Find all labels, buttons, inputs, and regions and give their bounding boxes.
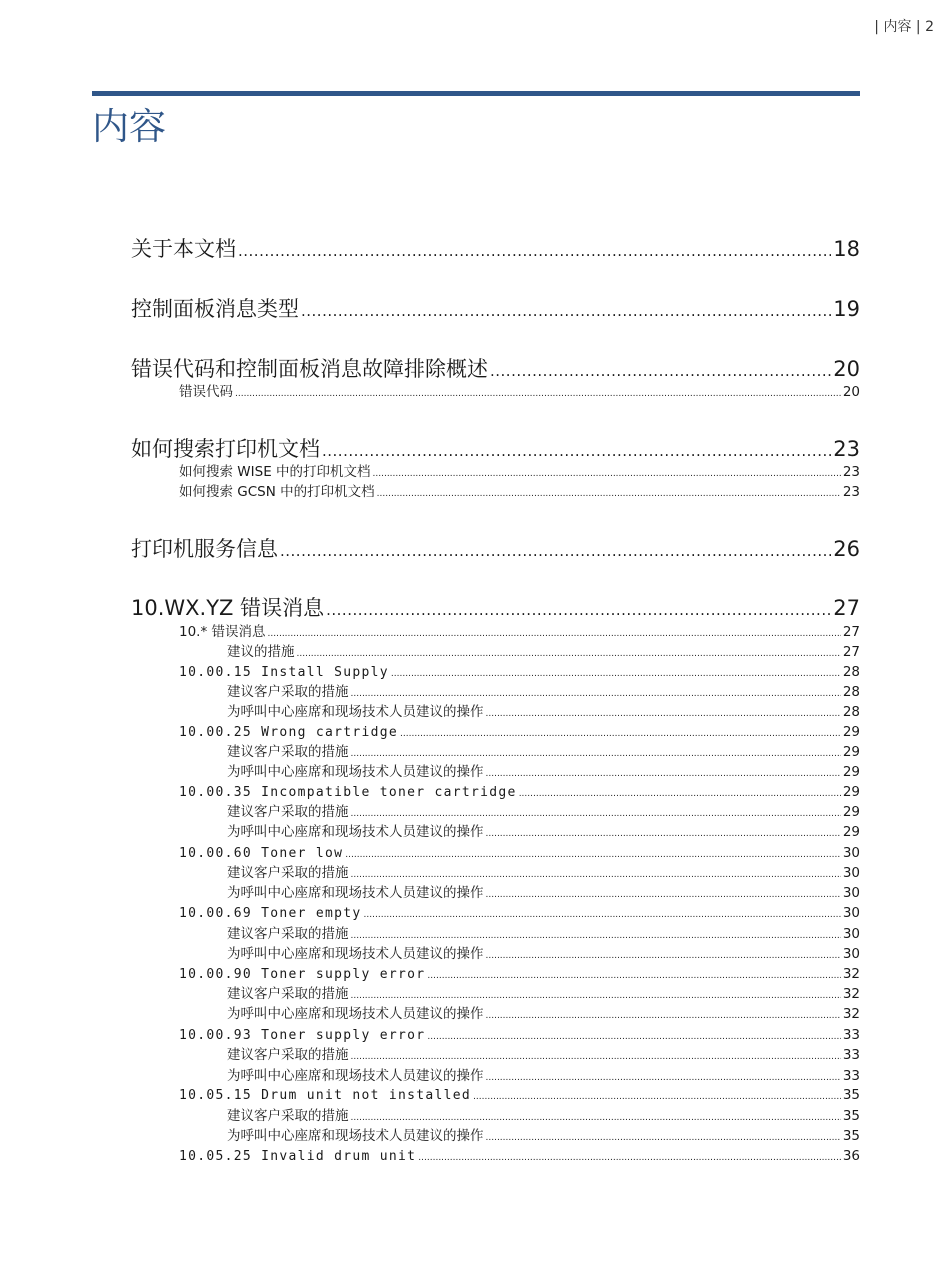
toc-entry-page: 30: [842, 946, 860, 962]
toc-leader-dots: [486, 704, 841, 724]
toc-entry-title: 关于本文档: [131, 237, 236, 261]
toc-entry[interactable]: [179, 1025, 860, 1045]
toc-entry-title: 为呼叫中心座席和现场技术人员建议的操作: [227, 764, 484, 780]
toc-leader-dots: [427, 1027, 840, 1047]
toc-leader-dots: [486, 1006, 841, 1026]
toc-leader-dots: [473, 1087, 841, 1107]
toc-entry-page: 33: [842, 1047, 860, 1063]
toc-entry-title: 建议的措施: [227, 644, 295, 660]
toc-entry-page: 30: [842, 905, 860, 921]
toc-entry-page: 27: [842, 624, 860, 640]
page-title: 内容: [92, 105, 166, 148]
toc-entry-title: 为呼叫中心座席和现场技术人员建议的操作: [227, 885, 484, 901]
running-header: | 内容 | 2: [874, 19, 934, 35]
toc-entry-page: 29: [842, 764, 860, 780]
toc-entry-page: 27: [833, 596, 860, 620]
toc-entry-page: 32: [842, 1006, 860, 1022]
toc-entry[interactable]: [227, 822, 860, 842]
toc-entry[interactable]: [131, 435, 860, 463]
toc-entry-page: 28: [842, 684, 860, 700]
toc-entry-title: 为呼叫中心座席和现场技术人员建议的操作: [227, 1128, 484, 1144]
toc-entry-page: 29: [842, 784, 860, 800]
toc-entry-title: 如何搜索 GCSN 中的打印机文档: [179, 484, 375, 500]
toc-entry-title: 建议客户采取的措施: [227, 1047, 349, 1063]
toc-entry[interactable]: [179, 382, 860, 402]
toc-entry-title: 10.00.69 Toner empty: [179, 906, 362, 921]
toc-entry-title: 10.05.15 Drum unit not installed: [179, 1088, 472, 1103]
toc-entry-page: 30: [842, 885, 860, 901]
toc-entry[interactable]: [131, 594, 860, 622]
toc-entry[interactable]: [227, 642, 860, 662]
toc-entry-title: 打印机服务信息: [131, 537, 278, 561]
toc-leader-dots: [391, 664, 841, 684]
toc-entry[interactable]: [131, 535, 860, 563]
toc-entry-page: 27: [842, 644, 860, 660]
toc-entry-page: 30: [842, 845, 860, 861]
toc-entry-page: 28: [842, 664, 860, 680]
toc-entry-page: 23: [842, 484, 860, 500]
toc-leader-dots: [351, 865, 841, 885]
toc-entry[interactable]: [179, 964, 860, 984]
toc-entry-page: 33: [842, 1027, 860, 1043]
toc-entry-page: 20: [833, 357, 860, 381]
toc-leader-dots: [351, 1047, 841, 1067]
toc-entry-page: 35: [842, 1128, 860, 1144]
toc-entry-title: 建议客户采取的措施: [227, 865, 349, 881]
toc-entry-page: 29: [842, 744, 860, 760]
toc-entry[interactable]: [179, 782, 860, 802]
toc-leader-dots: [486, 764, 841, 784]
toc-entry[interactable]: [227, 802, 860, 822]
toc-entry-title: 10.00.60 Toner low: [179, 846, 344, 861]
toc-entry-title: 为呼叫中心座席和现场技术人员建议的操作: [227, 704, 484, 720]
toc-entry[interactable]: [179, 1085, 860, 1105]
toc-entry-page: 30: [842, 865, 860, 881]
toc-entry-title: 10.00.93 Toner supply error: [179, 1028, 426, 1043]
toc-leader-dots: [519, 784, 841, 804]
toc-entry[interactable]: [227, 762, 860, 782]
toc-entry-title: 建议客户采取的措施: [227, 1108, 349, 1124]
toc-leader-dots: [297, 644, 841, 664]
toc-entry-page: 29: [842, 824, 860, 840]
toc-entry[interactable]: [227, 1126, 860, 1146]
toc-entry-title: 为呼叫中心座席和现场技术人员建议的操作: [227, 1068, 484, 1084]
toc-leader-dots: [238, 237, 831, 265]
toc-leader-dots: [351, 684, 841, 704]
toc-entry-page: 29: [842, 804, 860, 820]
toc-entry-page: 32: [842, 986, 860, 1002]
toc-entry-title: 建议客户采取的措施: [227, 986, 349, 1002]
toc-leader-dots: [486, 885, 841, 905]
toc-entry-title: 10.00.35 Incompatible toner cartridge: [179, 785, 517, 800]
toc-entry[interactable]: [179, 482, 860, 502]
toc-leader-dots: [486, 824, 841, 844]
toc-entry-title: 为呼叫中心座席和现场技术人员建议的操作: [227, 946, 484, 962]
toc-leader-dots: [351, 986, 841, 1006]
toc-leader-dots: [427, 966, 840, 986]
toc-entry[interactable]: [179, 1146, 860, 1166]
toc-entry-title: 为呼叫中心座席和现场技术人员建议的操作: [227, 824, 484, 840]
toc-entry[interactable]: [179, 462, 860, 482]
toc-leader-dots: [351, 804, 841, 824]
toc-entry[interactable]: [227, 924, 860, 944]
toc-entry[interactable]: [227, 944, 860, 964]
toc-entry[interactable]: [227, 984, 860, 1004]
toc-entry[interactable]: [227, 863, 860, 883]
toc-entry-title: 建议客户采取的措施: [227, 926, 349, 942]
toc-entry-title: 建议客户采取的措施: [227, 684, 349, 700]
toc-entry-page: 19: [833, 297, 860, 321]
toc-entry-title: 如何搜索 WISE 中的打印机文档: [179, 464, 371, 480]
toc-entry[interactable]: [131, 235, 860, 263]
toc-leader-dots: [235, 384, 841, 404]
toc-leader-dots: [351, 744, 841, 764]
toc-entry-page: 33: [842, 1068, 860, 1084]
toc-leader-dots: [301, 297, 831, 325]
toc-leader-dots: [486, 946, 841, 966]
toc-entry-title: 建议客户采取的措施: [227, 804, 349, 820]
toc-entry-title: 10.05.25 Invalid drum unit: [179, 1149, 417, 1164]
toc-entry-title: 10.00.25 Wrong cartridge: [179, 725, 399, 740]
toc-entry[interactable]: [227, 742, 860, 762]
toc-entry-title: 建议客户采取的措施: [227, 744, 349, 760]
toc-leader-dots: [280, 537, 831, 565]
toc-entry-page: 23: [842, 464, 860, 480]
toc-leader-dots: [400, 724, 841, 744]
toc-leader-dots: [486, 1128, 841, 1148]
toc-entry-title: 错误代码和控制面板消息故障排除概述: [131, 357, 488, 381]
toc-leader-dots: [418, 1148, 841, 1168]
toc-entry-page: 23: [833, 437, 860, 461]
toc-entry[interactable]: [179, 662, 860, 682]
toc-leader-dots: [326, 596, 831, 624]
toc-leader-dots: [345, 845, 841, 865]
toc-entry-page: 32: [842, 966, 860, 982]
toc-entry[interactable]: [131, 355, 860, 383]
toc-entry[interactable]: [227, 1066, 860, 1086]
toc-entry-page: 35: [842, 1087, 860, 1103]
toc-entry-page: 35: [842, 1108, 860, 1124]
toc-leader-dots: [364, 905, 841, 925]
toc-entry-title: 10.00.90 Toner supply error: [179, 967, 426, 982]
toc-leader-dots: [268, 624, 841, 644]
toc-entry[interactable]: [179, 903, 860, 923]
toc-leader-dots: [351, 1108, 841, 1128]
toc-leader-dots: [377, 484, 841, 504]
toc-entry-title: 10.WX.YZ 错误消息: [131, 596, 325, 620]
toc-entry[interactable]: [227, 682, 860, 702]
toc-entry-title: 错误代码: [179, 384, 233, 400]
toc-leader-dots: [490, 357, 831, 385]
toc-entry[interactable]: [131, 295, 860, 323]
toc-entry-page: 18: [833, 237, 860, 261]
title-rule: [92, 91, 860, 96]
toc-entry-page: 20: [842, 384, 860, 400]
toc-entry-title: 10.* 错误消息: [179, 624, 266, 640]
toc-entry-title: 10.00.15 Install Supply: [179, 665, 389, 680]
toc-entry-page: 30: [842, 926, 860, 942]
toc-entry[interactable]: [227, 702, 860, 722]
toc-entry-title: 如何搜索打印机文档: [131, 437, 320, 461]
toc-entry[interactable]: [179, 622, 860, 642]
toc-leader-dots: [351, 926, 841, 946]
toc-entry-title: 为呼叫中心座席和现场技术人员建议的操作: [227, 1006, 484, 1022]
toc-entry[interactable]: [227, 883, 860, 903]
toc-leader-dots: [373, 464, 841, 484]
toc-entry-page: 26: [833, 537, 860, 561]
toc-entry[interactable]: [227, 1004, 860, 1024]
toc-entry-page: 28: [842, 704, 860, 720]
toc-entry[interactable]: [227, 1045, 860, 1065]
toc-entry[interactable]: [227, 1106, 860, 1126]
toc-entry-page: 29: [842, 724, 860, 740]
toc-entry-title: 控制面板消息类型: [131, 297, 299, 321]
toc-entry[interactable]: [179, 722, 860, 742]
toc-entry[interactable]: [179, 843, 860, 863]
toc-leader-dots: [322, 437, 831, 465]
toc-entry-page: 36: [842, 1148, 860, 1164]
